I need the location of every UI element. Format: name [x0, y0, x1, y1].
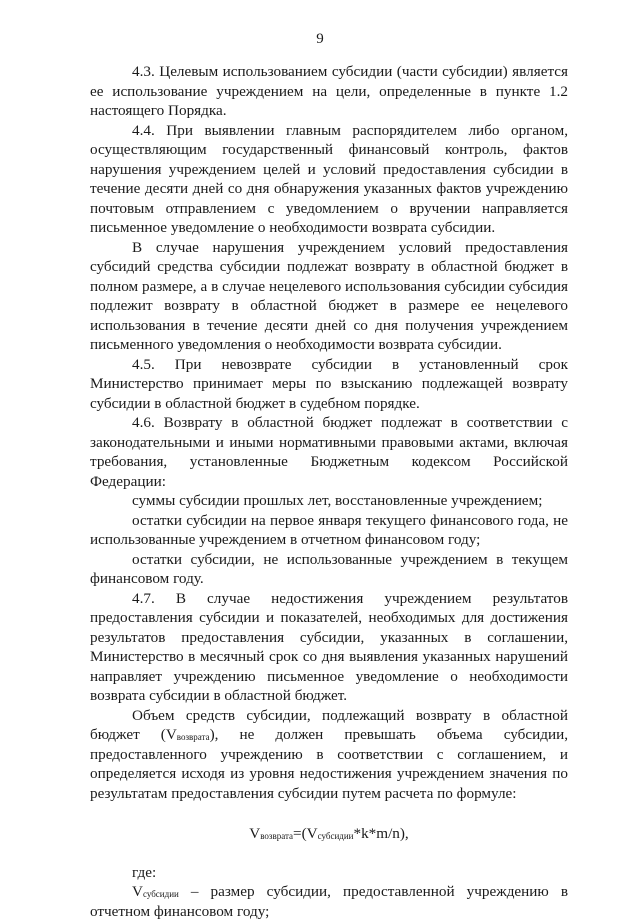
paragraph-violation: В случае нарушения учреждением условий предоставления субсидий средства субсидии подлежат возврату в областной бюджет в полном размере, а в случае нецелевого использования субсидии субсидия подлежит возврату в областной бюджет в размере ее нецелевого использования в течение десяти дней со дня получения учреждением письменного уведомления о необходимости возврата субсидии.: [90, 238, 568, 353]
list-item-current-year: остатки субсидии, не использованные учреждением в текущем финансовом году.: [90, 550, 568, 587]
definition-text: – размер субсидии, предоставленной учреждению в отчетном финансовом году;: [90, 883, 568, 920]
list-item-past-years: суммы субсидии прошлых лет, восстановленные учреждением;: [132, 492, 543, 509]
paragraph-volume: [90, 706, 568, 804]
formula-end: *k*m/n),: [353, 825, 409, 842]
definition-v-subsidy: [90, 882, 568, 921]
definition-subscript: субсидии: [142, 889, 179, 899]
volume-subscript: возврата: [176, 732, 210, 742]
paragraph-4-5: 4.5. При невозврате субсидии в установленный срок Министерство принимает меры по взысканию подлежащей возврату субсидии в областной бюджет в судебном порядке.: [90, 355, 568, 412]
paragraph-4-7: 4.7. В случае недостижения учреждением результатов предоставления субсидии и показателей, необходимых для достижения результатов предоставления субсидии, указанных в соглашении, Министерство в месячный срок со дня выявления указанных нарушений направляет учреждению письменное уведомление о необходимости возврата субсидии в областной бюджет.: [90, 589, 568, 704]
document-body: [90, 62, 568, 921]
formula: [90, 824, 568, 844]
formula-sub-return: возврата: [260, 831, 294, 841]
paragraph-4-3: 4.3. Целевым использованием субсидии (части субсидии) является ее использование учреждением на цели, определенные в пункте 1.2 настоящего Порядка.: [90, 63, 568, 119]
volume-text-after: ), не должен превышать объема субсидии, предоставленного учреждению в соответствии с соглашением, и определяется исходя из уровня недостижения учреждением значения по результатам предоставления субсидии путем расчета по формуле:: [90, 726, 569, 802]
formula-v: V: [249, 825, 261, 842]
page-number: 9: [316, 31, 324, 47]
formula-sub-subsidy: субсидии: [317, 831, 354, 841]
definition-v: V: [132, 883, 143, 900]
list-item-january-balance: остатки субсидии на первое января текущего финансового года, не использованные учреждением в отчетном финансовом году;: [90, 511, 568, 548]
volume-text-before: Объем средств субсидии, подлежащий возврату в областной бюджет (V: [90, 706, 568, 743]
formula-mid: =(V: [293, 825, 318, 842]
paragraph-4-6: 4.6. Возврату в областной бюджет подлежат в соответствии с законодательными и иными нормативными правовыми актами, включая требования, установленные Бюджетным кодексом Российской Федерации:: [90, 414, 568, 490]
paragraph-4-4: 4.4. При выявлении главным распорядителем либо органом, осуществляющим государственный финансовый контроль, фактов нарушения учреждением целей и условий предоставления субсидии в течение десяти дней со дня обнаружения указанных фактов учреждению почтовым отправлением с уведомлением о вручении направляется письменное уведомление о необходимости возврата субсидии.: [90, 121, 568, 236]
where-label: где:: [132, 863, 157, 881]
